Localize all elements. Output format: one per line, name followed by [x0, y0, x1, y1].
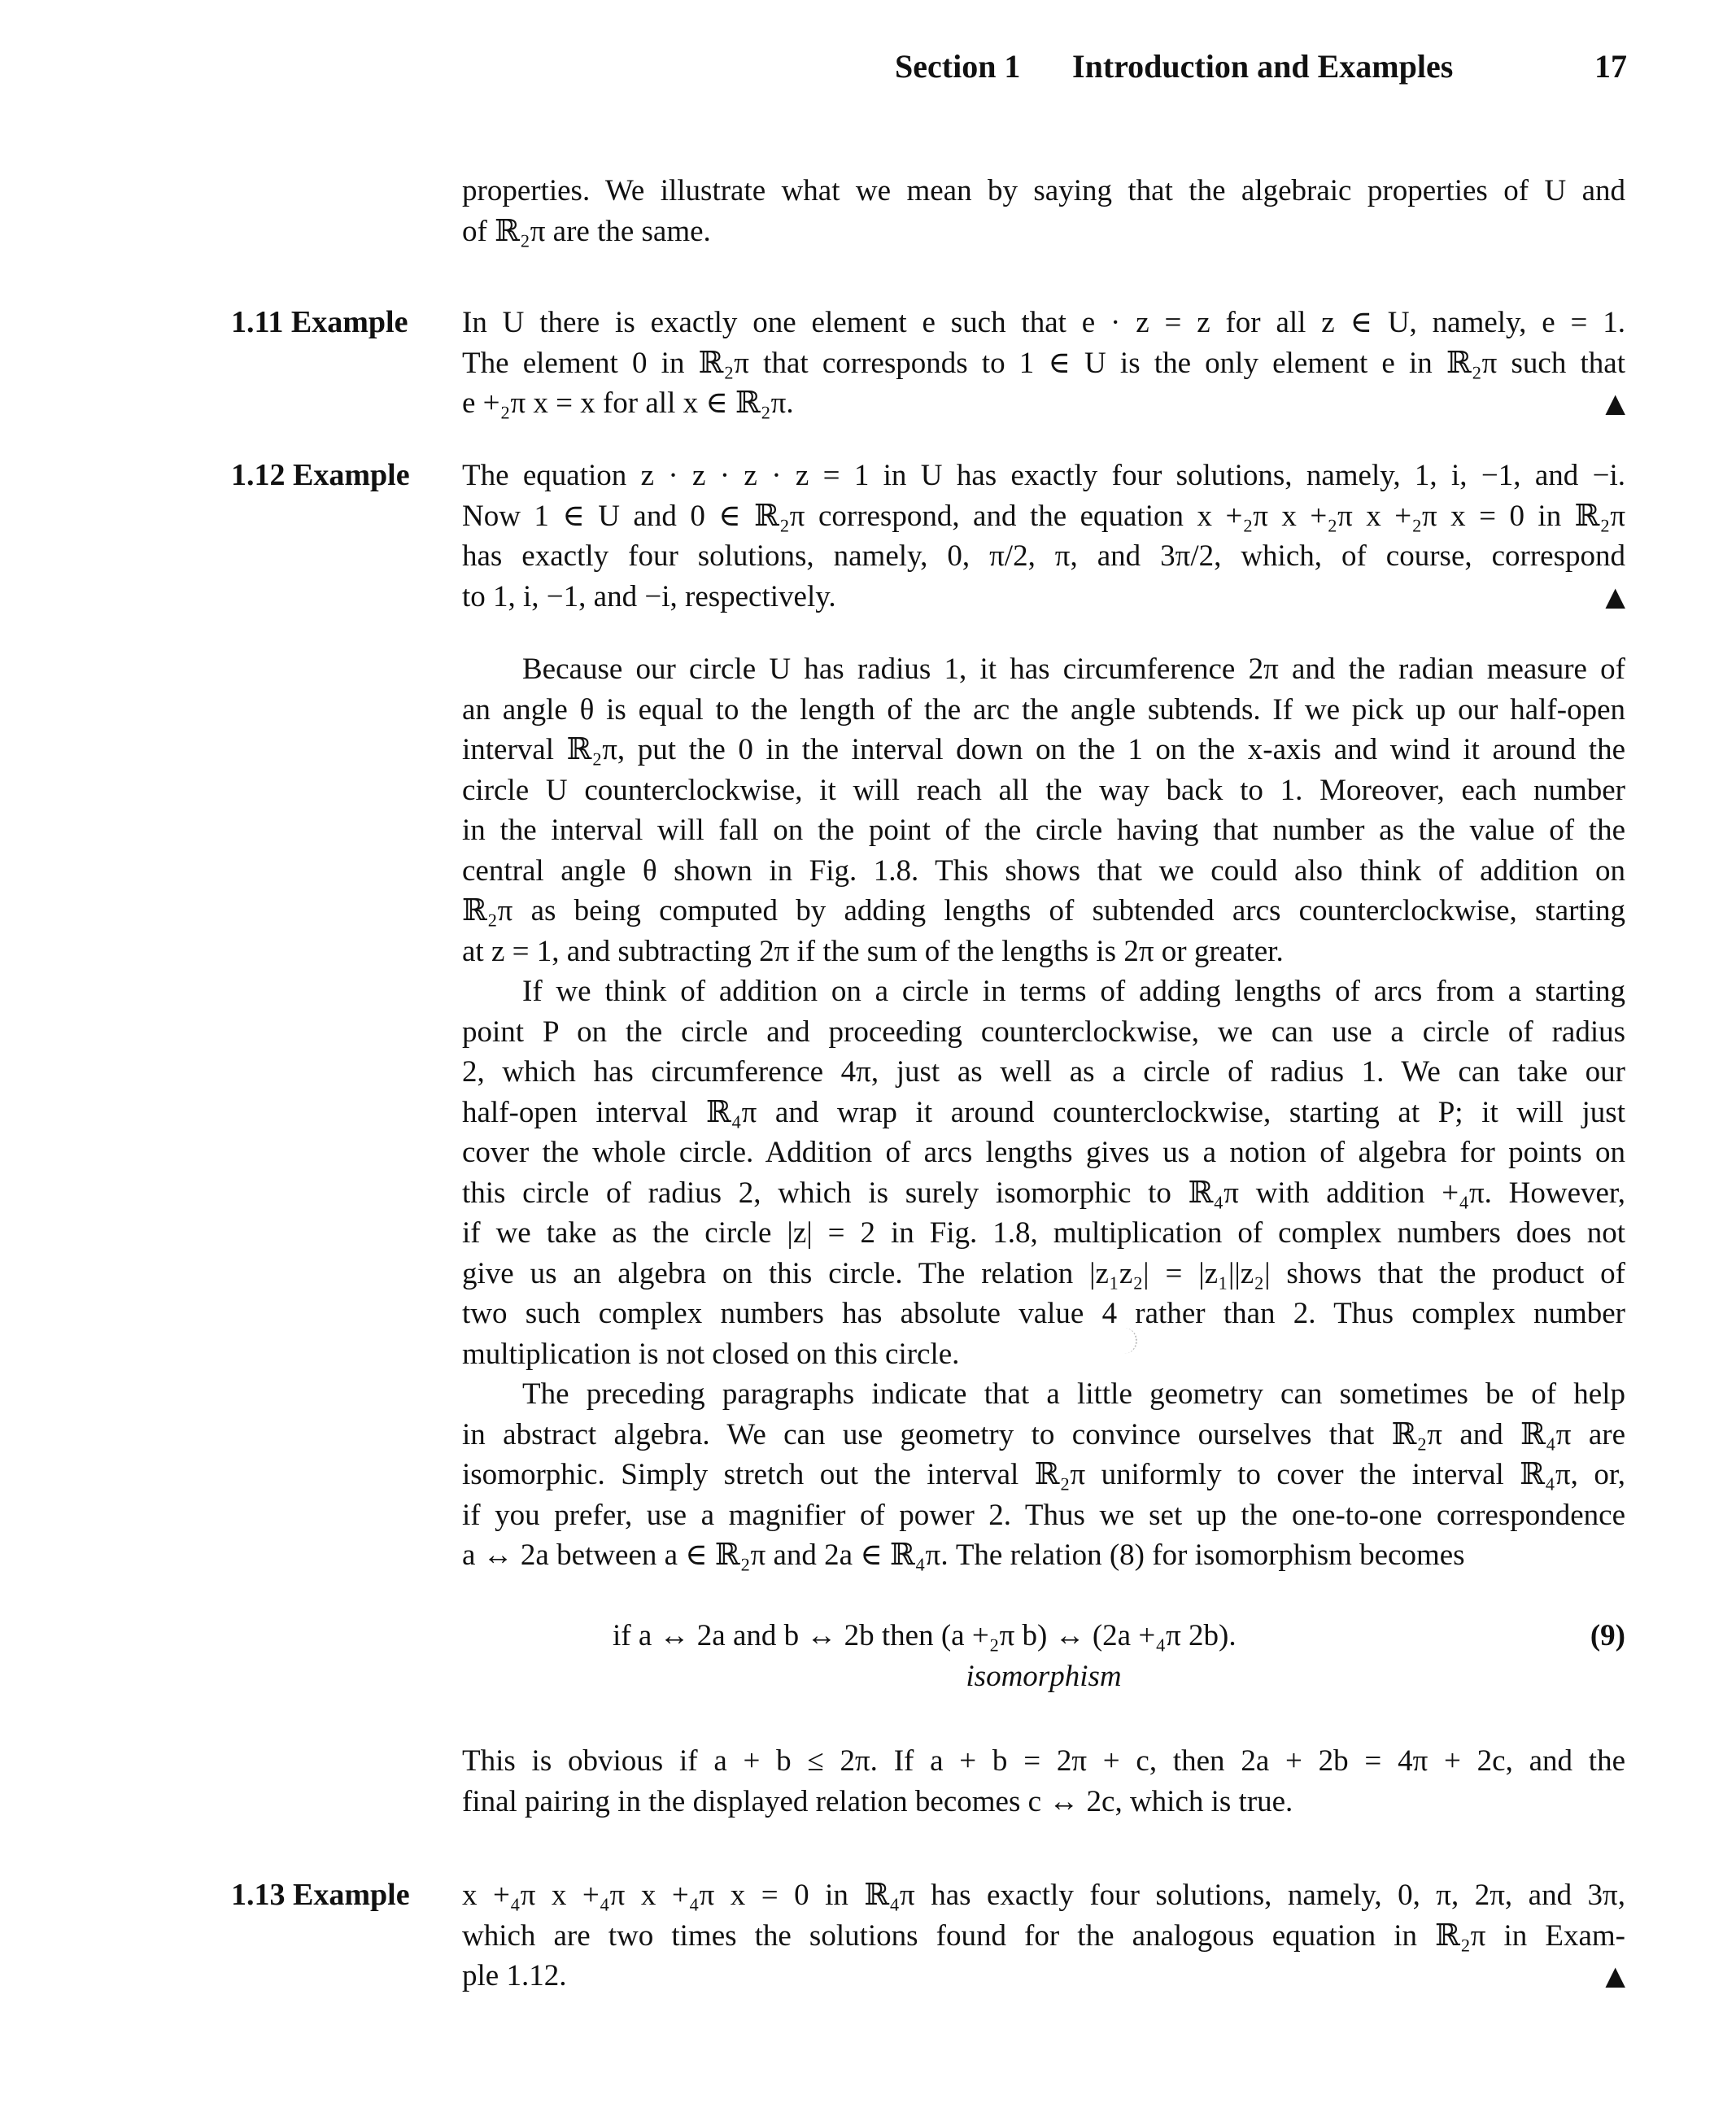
- text-line: final pairing in the displayed relation becomes c ↔ 2c, which is true.: [462, 1784, 1293, 1818]
- text-line: cover the whole circle. Addition of arcs lengths gives us a notion of algebra for points on: [462, 1136, 1625, 1169]
- text-line: The element 0 in ℝ₂π that corresponds to 1 ∈ U is the only element e in ℝ₂π such that: [462, 346, 1625, 380]
- text-line: e +₂π x = x for all x ∈ ℝ₂π.: [462, 386, 794, 420]
- text-line: In U there is exactly one element e such that e · z = z for all z ∈ U, namely, e = 1.: [462, 306, 1625, 339]
- text-line: central angle θ shown in Fig. 1.8. This shows that we could also think of addition on: [462, 853, 1625, 888]
- equation-formula: if a ↔ 2a and b ↔ 2b then (a +₂π b) ↔ (2a +₄π 2b).: [613, 1619, 1237, 1652]
- text-line: point P on the circle and proceeding counterclockwise, we can use a circle of radius: [462, 1015, 1625, 1049]
- text-line: multiplication is not closed on this circle.: [462, 1337, 960, 1371]
- text-line: properties. We illustrate what we mean by saying that the algebraic properties of U and: [462, 174, 1625, 207]
- text-line: The preceding paragraphs indicate that a little geometry can sometimes be of help: [522, 1377, 1625, 1411]
- header-section: Section 1: [895, 48, 1021, 85]
- text-line: in the interval will fall on the point of the circle having that number as the value of the: [462, 814, 1625, 847]
- text-line: Because our circle U has radius 1, it has circumference 2π and the radian measure of: [522, 652, 1625, 686]
- example-label: 1.11 Example: [231, 305, 408, 339]
- text-line: an angle θ is equal to the length of the arc the angle subtends. If we pick up our half-open: [462, 692, 1625, 727]
- equation-caption: isomorphism: [966, 1660, 1122, 1693]
- equation-number: (9): [1590, 1619, 1625, 1652]
- text-line: if you prefer, use a magnifier of power 2. Thus we set up the one-to-one correspondence: [462, 1498, 1625, 1532]
- text-line: ℝ₂π as being computed by adding lengths of subtended arcs counterclockwise, starting: [462, 894, 1625, 927]
- body-text: [462, 649, 1625, 1576]
- after-display-paragraph: [462, 1741, 1625, 1822]
- example-1-12: [462, 456, 1625, 617]
- text-line: at z = 1, and subtracting 2π if the sum of the lengths is 2π or greater.: [462, 934, 1284, 968]
- text-line: to 1, i, −1, and −i, respectively.: [462, 579, 836, 613]
- text-line: which are two times the solutions found for the analogous equation in ℝ₂π in Exam-: [462, 1918, 1625, 1953]
- text-line: circle U counterclockwise, it will reach all the way back to 1. Moreover, each number: [462, 773, 1625, 807]
- example-label: 1.12 Example: [231, 458, 410, 492]
- text-line: isomorphic. Simply stretch out the interval ℝ₂π uniformly to cover the interval ℝ₄π, or,: [462, 1458, 1625, 1491]
- text-line: two such complex numbers has absolute value 4 rather than 2. Thus complex number: [462, 1297, 1625, 1330]
- example-1-13: [462, 1875, 1625, 1997]
- text-line: 2, which has circumference 4π, just as well as a circle of radius 1. We can take our: [462, 1055, 1625, 1089]
- text-line: a ↔ 2a between a ∈ ℝ₂π and 2a ∈ ℝ₄π. The relation (8) for isomorphism becomes: [462, 1538, 1465, 1572]
- text-line: give us an algebra on this circle. The relation |z₁z₂| = |z₁||z₂| shows that the product of: [462, 1256, 1625, 1290]
- text-line: has exactly four solutions, namely, 0, π/2, π, and 3π/2, which, of course, correspond: [462, 539, 1625, 573]
- end-of-example-icon: ▲: [1605, 387, 1625, 418]
- end-of-example-icon: ▲: [1605, 580, 1625, 612]
- text-line-with-mark: [462, 1956, 1625, 1997]
- example-1-11: [462, 303, 1625, 424]
- header-title: Introduction and Examples: [1072, 48, 1454, 85]
- text-line: The equation z · z · z · z = 1 in U has exactly four solutions, namely, 1, i, −1, and −i.: [462, 459, 1625, 492]
- text-line: x +₄π x +₄π x +₄π x = 0 in ℝ₄π has exactly four solutions, namely, 0, π, 2π, and 3π,: [462, 1879, 1625, 1912]
- text-line: this circle of radius 2, which is surely isomorphic to ℝ₄π with addition +₄π. However,: [462, 1176, 1625, 1210]
- text-line: if we take as the circle |z| = 2 in Fig. 1.8, multiplication of complex numbers does not: [462, 1216, 1625, 1250]
- intro-paragraph: [462, 171, 1625, 251]
- example-label: 1.13 Example: [231, 1878, 410, 1912]
- text-line: This is obvious if a + b ≤ 2π. If a + b = 2π + c, then 2a + 2b = 4π + 2c, and the: [462, 1744, 1625, 1778]
- text-line: half-open interval ℝ₄π and wrap it around counterclockwise, starting at P; it will just: [462, 1095, 1625, 1129]
- page-number: 17: [1594, 48, 1627, 85]
- text-line-with-mark: [462, 383, 1625, 424]
- text-line-with-mark: [462, 577, 1625, 618]
- text-line: of ℝ₂π are the same.: [462, 214, 711, 248]
- end-of-example-icon: ▲: [1605, 1960, 1625, 1991]
- text-line: Now 1 ∈ U and 0 ∈ ℝ₂π correspond, and the equation x +₂π x +₂π x +₂π x = 0 in ℝ₂π: [462, 499, 1625, 533]
- text-line: interval ℝ₂π, put the 0 in the interval down on the 1 on the x-axis and wind it around the: [462, 733, 1625, 766]
- text-line: in abstract algebra. We can use geometry to convince ourselves that ℝ₂π and ℝ₄π are: [462, 1417, 1625, 1451]
- text-line: If we think of addition on a circle in terms of adding lengths of arcs from a starting: [522, 975, 1625, 1008]
- text-line: ple 1.12.: [462, 1959, 567, 1992]
